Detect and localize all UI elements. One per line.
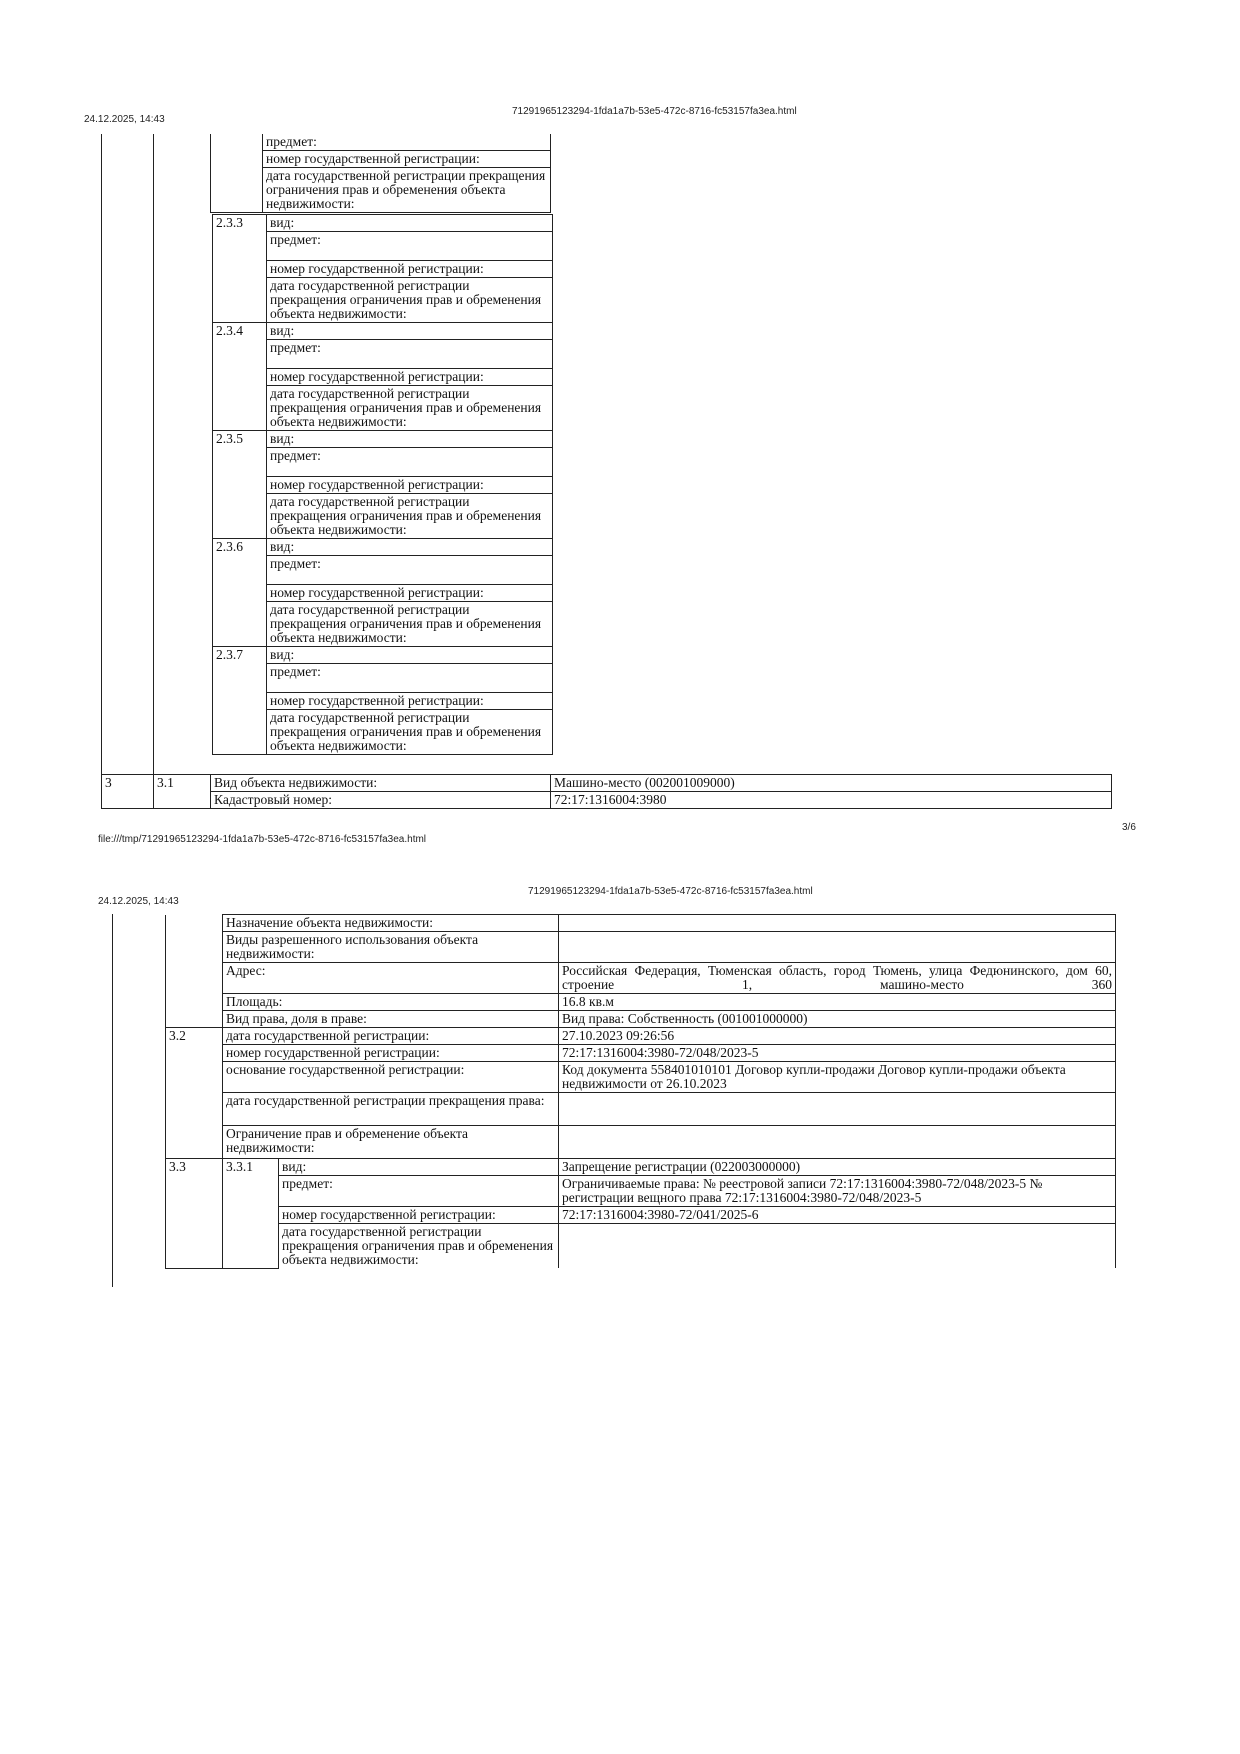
cell-label: номер государственной регистрации: [267,693,553,710]
cell-value: Ограничиваемые права: № реестровой записи 72:17:1316004:3980-72/048/2023-5 № регистрации вещного права 72:17:1316004:3980-72/048/2023-5 [559,1176,1116,1207]
cell-value: 72:17:1316004:3980-72/048/2023-5 [559,1045,1116,1062]
cell-label: номер государственной регистрации: [223,1045,559,1062]
cell-value: 27.10.2023 09:26:56 [559,1028,1116,1045]
cell-value: Код документа 558401010101 Договор купли-продажи Договор купли-продажи объекта недвижимости от 26.10.2023 [559,1062,1116,1093]
subsection-number: 3.2 [166,1028,223,1159]
restriction-group-2-3-3 [213,215,553,323]
row-number: 2.3.3 [213,215,267,323]
cell-label: дата государственной регистрации прекращения ограничения прав и обременения объекта недвижимости: [267,602,553,647]
subsection-number: 3.1 [154,775,211,809]
cell-value: 16.8 кв.м [559,994,1116,1011]
cell-label: Адрес: [223,963,559,994]
cell-label: предмет: [267,556,553,585]
subsection-number: 3.3 [166,1159,223,1269]
cell-value [559,915,1116,932]
continued-block [210,134,551,213]
cell-label: вид: [267,323,553,340]
cell-label: Вид объекта недвижимости: [211,775,551,792]
table-border-col2 [153,134,154,784]
cell-label: основание государственной регистрации: [223,1062,559,1093]
cell-label: номер государственной регистрации: [267,585,553,602]
cell-label: номер государственной регистрации: [279,1207,559,1224]
cell-label: дата государственной регистрации прекращения ограничения прав и обременения объекта недвижимости: [267,494,553,539]
cell-label: Ограничение прав и обременение объекта недвижимости: [223,1126,559,1159]
cell-value: 72:17:1316004:3980 [551,792,1112,809]
cell-label: дата государственной регистрации прекращения ограничения прав и обременения объекта недвижимости: [279,1224,559,1269]
cell-value [559,1093,1116,1126]
cell-label: Вид права, доля в праве: [223,1011,559,1028]
print-filename: 71291965123294-1fda1a7b-53e5-472c-8716-fc53157fa3ea.html [528,886,813,897]
cell-label: номер государственной регистрации: [267,477,553,494]
cell-value: Вид права: Собственность (001001000000) [559,1011,1116,1028]
cell-value [559,1224,1116,1269]
address-value: Российская Федерация, Тюменская область, город Тюмень, улица Федюнинского, дом 60, строение 1, машино-место 360 [559,963,1116,994]
cell-label: номер государственной регистрации: [263,151,551,168]
restriction-group-2-3-4 [213,323,553,431]
section-3-2 [166,1028,1116,1159]
cell-label: номер государственной регистрации: [267,369,553,386]
cell-label: предмет: [263,134,551,151]
cell-label: вид: [267,647,553,664]
cell-label: предмет: [267,448,553,477]
cell-label: вид: [279,1159,559,1176]
cell-label: предмет: [267,664,553,693]
table-border-left [112,914,113,1287]
object-table [165,914,1116,1269]
restriction-group-2-3-5 [213,431,553,539]
cell-value [559,1126,1116,1159]
cell-label: дата государственной регистрации прекращения ограничения прав и обременения объекта недвижимости: [267,710,553,755]
table-border-left [101,134,102,784]
cell-label: вид: [267,539,553,556]
cell-label: дата государственной регистрации прекращения ограничения прав и обременения объекта недвижимости: [263,168,551,213]
cell-label: предмет: [267,340,553,369]
page-number: 3/6 [1122,822,1136,833]
section-number: 3 [102,775,154,809]
print-filename: 71291965123294-1fda1a7b-53e5-472c-8716-fc53157fa3ea.html [512,106,797,117]
restriction-group-2-3-7 [213,647,553,755]
row-number: 3.3.1 [223,1159,279,1269]
section-3-3 [166,1159,1116,1269]
cell-label: Виды разрешенного использования объекта недвижимости: [223,932,559,963]
cell-label: дата государственной регистрации прекращения права: [223,1093,559,1126]
section-3-1-cont [166,915,1116,1028]
cell-label: предмет: [267,232,553,261]
cell-label: дата государственной регистрации: [223,1028,559,1045]
cell-label: предмет: [279,1176,559,1207]
cell-label: вид: [267,431,553,448]
cell-label: вид: [267,215,553,232]
restriction-table [212,214,553,755]
cell-label: Назначение объекта недвижимости: [223,915,559,932]
row-number: 2.3.4 [213,323,267,431]
section-3-start [101,774,1112,809]
cell-label: Кадастровый номер: [211,792,551,809]
cell-value: Запрещение регистрации (022003000000) [559,1159,1116,1176]
print-date: 24.12.2025, 14:43 [98,896,179,907]
cell-value: 72:17:1316004:3980-72/041/2025-6 [559,1207,1116,1224]
row-number: 2.3.5 [213,431,267,539]
cell-label: дата государственной регистрации прекращения ограничения прав и обременения объекта недвижимости: [267,278,553,323]
cell-label: Площадь: [223,994,559,1011]
cell-label: дата государственной регистрации прекращения ограничения прав и обременения объекта недвижимости: [267,386,553,431]
footer-path: file:///tmp/71291965123294-1fda1a7b-53e5-472c-8716-fc53157fa3ea.html [98,834,427,845]
print-date: 24.12.2025, 14:43 [84,114,165,125]
cell-value [559,932,1116,963]
row-number: 2.3.7 [213,647,267,755]
cell-label: номер государственной регистрации: [267,261,553,278]
restriction-group-2-3-6 [213,539,553,647]
cell-value: Машино-место (002001009000) [551,775,1112,792]
row-number: 2.3.6 [213,539,267,647]
